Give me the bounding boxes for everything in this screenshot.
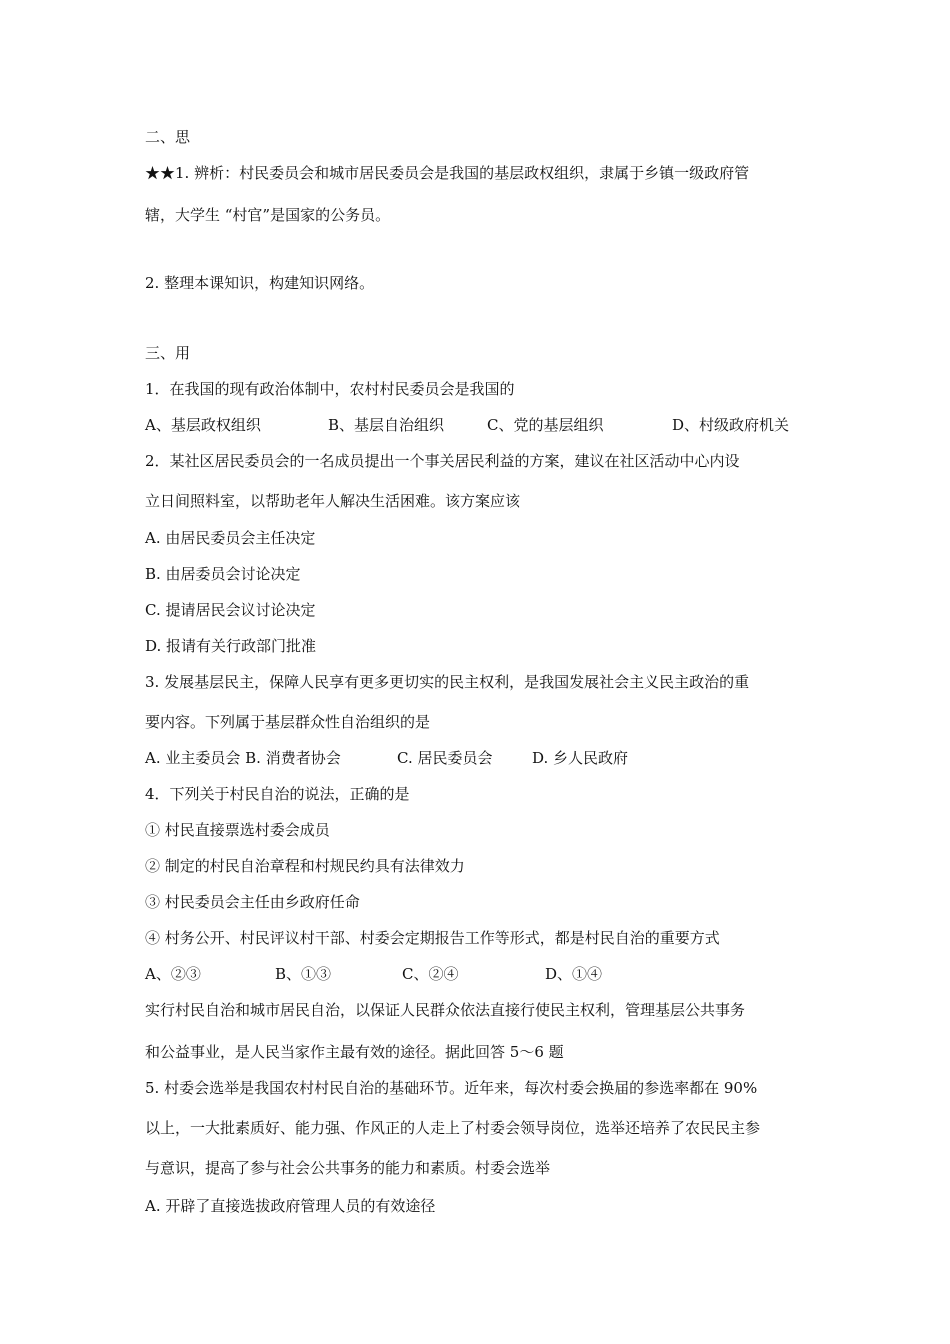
mc4-item-4: ④ 村务公开、村民评议村干部、村委会定期报告工作等形式，都是村民自治的重要方式 [145,929,720,947]
mc5-line-1: 5. 村委会选举是我国农村村民自治的基础环节。近年来，每次村委会换届的参选率都在 90% [145,1079,758,1097]
question-1-line-1: ★★1. 辨析：村民委员会和城市居民委员会是我国的基层政权组织，隶属于乡镇一级政府管 [145,164,750,182]
mc3-option-d: D. 乡人民政府 [532,749,629,767]
mc4-item-1: ① 村民直接票选村委会成员 [145,821,330,839]
intro-line-1: 实行村民自治和城市居民自治，以保证人民群众依法直接行使民主权利，管理基层公共事务 [145,1001,746,1019]
question-1-line-2: 辖，大学生 “村官”是国家的公务员。 [145,206,391,224]
mc3-stem-line-2: 要内容。下列属于基层群众性自治组织的是 [145,713,431,731]
mc4-option-c: C、②④ [402,965,459,983]
mc4-stem: 4．下列关于村民自治的说法，正确的是 [145,785,410,803]
mc2-option-d: D. 报请有关行政部门批准 [145,637,317,655]
mc5-line-2: 以上，一大批素质好、能力强、作风正的人走上了村委会领导岗位，选举还培养了农民民主参 [145,1119,761,1137]
mc1-option-c: C、党的基层组织 [487,416,604,434]
mc2-option-b: B. 由居委员会讨论决定 [145,565,301,583]
mc2-stem-line-1: 2．某社区居民委员会的一名成员提出一个事关居民利益的方案，建议在社区活动中心内设 [145,452,740,470]
mc4-option-a: A、②③ [145,965,201,983]
mc3-stem-line-1: 3. 发展基层民主，保障人民享有更多更切实的民主权利，是我国发展社会主义民主政治的重 [145,673,750,691]
section-heading-si: 二、思 [145,128,191,146]
mc4-option-b: B、①③ [275,965,332,983]
mc2-option-a: A. 由居民委员会主任决定 [145,529,316,547]
mc1-option-a: A、基层政权组织 [145,416,261,434]
section-heading-yong: 三、用 [145,344,191,362]
mc1-option-d: D、村级政府机关 [672,416,790,434]
mc1-option-b: B、基层自治组织 [328,416,445,434]
mc2-option-c: C. 提请居民会议讨论决定 [145,601,316,619]
mc4-item-3: ③ 村民委员会主任由乡政府任命 [145,893,360,911]
mc4-option-d: D、①④ [545,965,603,983]
mc3-option-c: C. 居民委员会 [397,749,493,767]
mc4-item-2: ② 制定的村民自治章程和村规民约具有法律效力 [145,857,465,875]
mc2-stem-line-2: 立日间照料室，以帮助老年人解决生活困难。该方案应该 [145,492,521,510]
mc5-line-3: 与意识，提高了参与社会公共事务的能力和素质。村委会选举 [145,1159,551,1177]
question-2: 2. 整理本课知识，构建知识网络。 [145,274,375,292]
mc1-stem: 1．在我国的现有政治体制中，农村村民委员会是我国的 [145,380,515,398]
mc3-options [0,748,950,768]
mc4-options [0,964,950,984]
mc5-option-a: A. 开辟了直接选拔政府管理人员的有效途径 [145,1197,436,1215]
mc3-option-ab: A. 业主委员会 B. 消费者协会 [145,749,341,767]
mc1-options [0,415,950,435]
intro-line-2: 和公益事业，是人民当家作主最有效的途径。据此回答 5～6 题 [145,1043,564,1061]
